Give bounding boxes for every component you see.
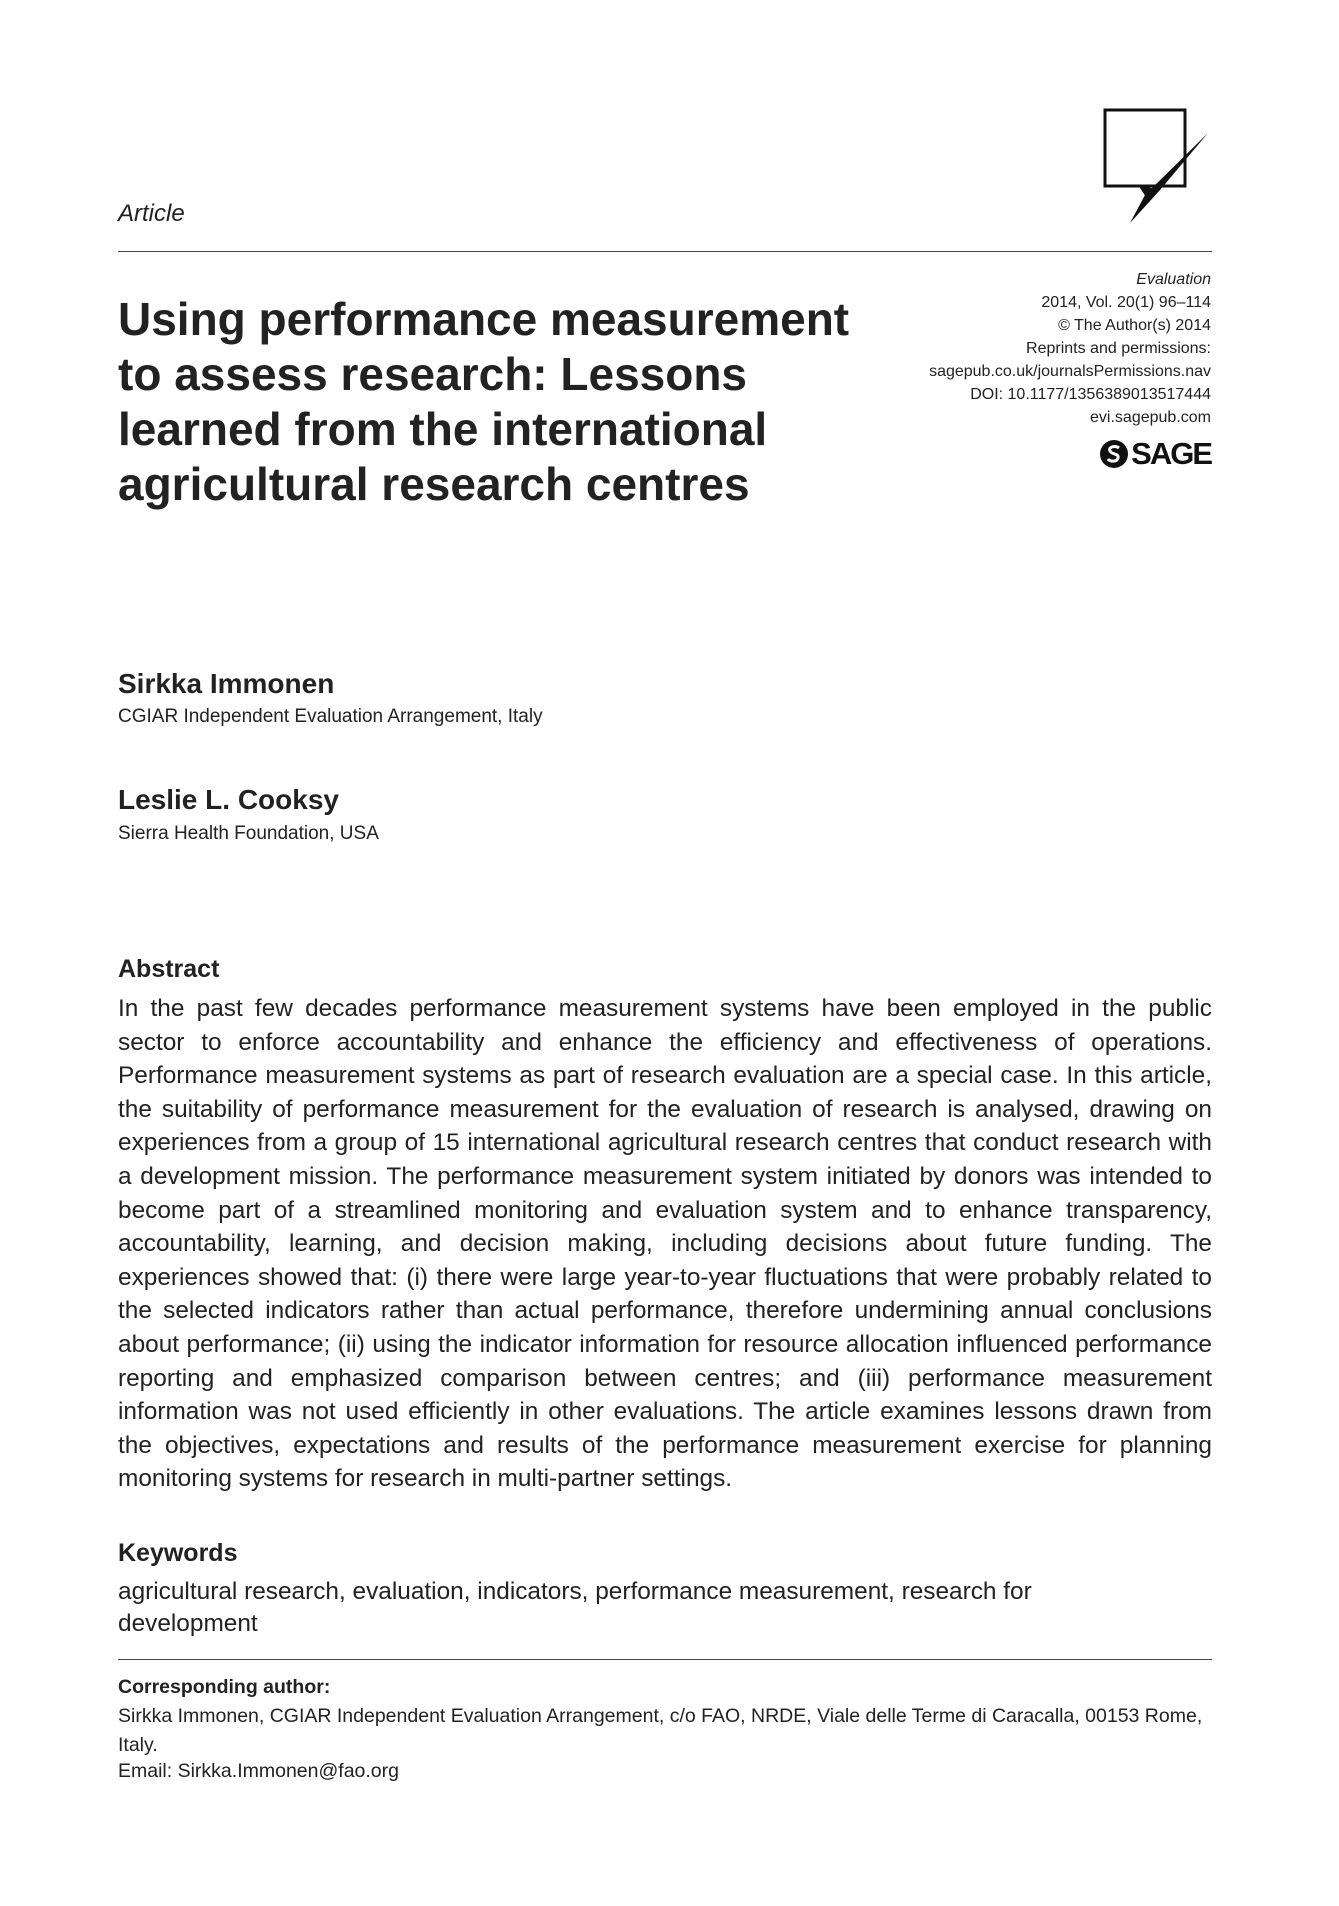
journal-site-link[interactable]: evi.sagepub.com [1090, 409, 1211, 426]
author-affiliation: Sierra Health Foundation, USA [118, 823, 379, 844]
article-title: Using performance measurement to assess research: Lessons learned from the international agricultural research centres [118, 293, 850, 510]
corresponding-author-heading: Corresponding author: [118, 1676, 331, 1698]
sage-logo [1099, 437, 1211, 471]
sage-logo-text: SAGE [1131, 436, 1211, 471]
reprints-label: Reprints and permissions: [1026, 340, 1211, 357]
article-type-label: Article [118, 200, 185, 227]
reprints-link[interactable]: sagepub.co.uk/journalsPermissions.nav [929, 363, 1211, 380]
corresponding-author-address: Sirkka Immonen, CGIAR Independent Evaluation Arrangement, c/o FAO, NRDE, Viale delle Terme di Caracalla, 00153 Rome, Italy. [118, 1705, 1203, 1756]
journal-metadata [811, 268, 1211, 429]
footnote-divider [118, 1659, 1212, 1660]
journal-logo-mark [1100, 105, 1210, 225]
author-name: Sirkka Immonen [118, 668, 335, 699]
journal-citation: 2014, Vol. 20(1) 96–114 [1041, 294, 1211, 311]
author-name: Leslie L. Cooksy [118, 784, 339, 815]
doi[interactable]: DOI: 10.1177/1356389013517444 [970, 386, 1211, 403]
abstract-heading: Abstract [118, 955, 220, 983]
corresponding-author-email[interactable]: Email: Sirkka.Immonen@fao.org [118, 1760, 399, 1782]
keywords-text: agricultural research, evaluation, indicators, performance measurement, research for development [118, 1578, 1032, 1637]
copyright-notice: © The Author(s) 2014 [1058, 317, 1211, 334]
author-affiliation: CGIAR Independent Evaluation Arrangement, Italy [118, 706, 543, 727]
journal-name: Evaluation [1136, 271, 1211, 288]
header-divider [118, 251, 1212, 252]
abstract-text: In the past few decades performance measurement systems have been employed in the public sector to enforce accountability and enhance the efficiency and effectiveness of operations. Performance measurement systems as part of research evaluation are a special case. In this article, the suitability of performance measurement for the evaluation of research is analysed, drawing on experiences from a group of 15 international agricultural research centres that conduct research with a development mission. The performance measurement system initiated by donors was intended to become part of a streamlined monitoring and evaluation system and to enhance transparency, accountability, learning, and decision making, including decisions about future funding. The experiences showed that: (i) there were large year-to-year fluctuations that were probably related to the selected indicators rather than actual performance, therefore undermining annual conclusions about performance; (ii) using the indicator information for resource allocation influenced performance reporting and emphasized comparison between centres; and (iii) performance measurement information was not used efficiently in other evaluations. The article examines lessons drawn from the objectives, expectations and results of the performance measurement exercise for planning monitoring systems for research in multi-partner settings. [118, 995, 1212, 1493]
keywords-heading: Keywords [118, 1539, 238, 1567]
sage-s-icon [1099, 439, 1129, 469]
